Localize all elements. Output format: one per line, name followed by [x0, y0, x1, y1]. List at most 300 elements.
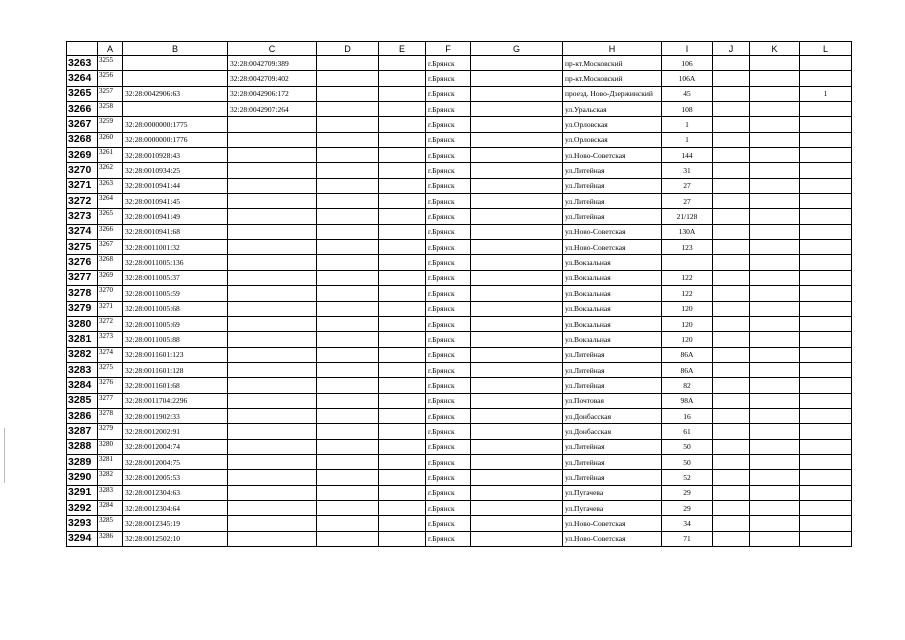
cell-e[interactable] [379, 209, 426, 224]
cell-j[interactable] [713, 454, 750, 469]
cell-c[interactable] [228, 270, 317, 285]
cell-f[interactable]: г.Брянск [426, 178, 471, 193]
cell-i[interactable]: 71 [662, 531, 713, 546]
cell-c[interactable] [228, 224, 317, 239]
cell-c[interactable] [228, 500, 317, 515]
cell-d[interactable] [317, 132, 379, 147]
cell-e[interactable] [379, 470, 426, 485]
row-number[interactable]: 3288 [67, 439, 98, 454]
row-number[interactable]: 3287 [67, 424, 98, 439]
cell-j[interactable] [713, 301, 750, 316]
cell-h[interactable]: ул.Пугачева [563, 485, 662, 500]
cell-e[interactable] [379, 163, 426, 178]
cell-k[interactable] [750, 209, 800, 224]
cell-a[interactable]: 3281 [98, 454, 123, 469]
cell-j[interactable] [713, 286, 750, 301]
cell-c[interactable] [228, 393, 317, 408]
cell-h[interactable]: ул.Орловская [563, 132, 662, 147]
cell-f[interactable]: г.Брянск [426, 500, 471, 515]
cell-f[interactable]: г.Брянск [426, 531, 471, 546]
cell-g[interactable] [471, 378, 563, 393]
cell-d[interactable] [317, 224, 379, 239]
cell-f[interactable]: г.Брянск [426, 301, 471, 316]
cell-b[interactable]: 32:28:0012005:53 [123, 470, 228, 485]
cell-a[interactable]: 3274 [98, 347, 123, 362]
cell-e[interactable] [379, 424, 426, 439]
cell-b[interactable]: 32:28:0012002:91 [123, 424, 228, 439]
cell-d[interactable] [317, 270, 379, 285]
cell-a[interactable]: 3258 [98, 102, 123, 117]
cell-k[interactable] [750, 470, 800, 485]
row-number[interactable]: 3282 [67, 347, 98, 362]
cell-a[interactable]: 3267 [98, 240, 123, 255]
cell-j[interactable] [713, 255, 750, 270]
row-number[interactable]: 3290 [67, 470, 98, 485]
row-number[interactable]: 3277 [67, 270, 98, 285]
cell-k[interactable] [750, 424, 800, 439]
cell-a[interactable]: 3286 [98, 531, 123, 546]
row-number[interactable]: 3272 [67, 194, 98, 209]
cell-c[interactable]: 32:28:0042906:172 [228, 86, 317, 101]
cell-e[interactable] [379, 286, 426, 301]
cell-j[interactable] [713, 163, 750, 178]
cell-j[interactable] [713, 316, 750, 331]
cell-c[interactable] [228, 209, 317, 224]
cell-f[interactable]: г.Брянск [426, 117, 471, 132]
cell-c[interactable] [228, 408, 317, 423]
cell-d[interactable] [317, 516, 379, 531]
cell-b[interactable]: 32:28:0012304:64 [123, 500, 228, 515]
cell-h[interactable]: ул.Ново-Советская [563, 516, 662, 531]
cell-h[interactable]: ул.Почтовая [563, 393, 662, 408]
cell-j[interactable] [713, 516, 750, 531]
cell-l[interactable] [800, 71, 852, 86]
cell-a[interactable]: 3285 [98, 516, 123, 531]
cell-g[interactable] [471, 470, 563, 485]
cell-k[interactable] [750, 454, 800, 469]
cell-e[interactable] [379, 378, 426, 393]
cell-a[interactable]: 3282 [98, 470, 123, 485]
cell-l[interactable] [800, 286, 852, 301]
cell-k[interactable] [750, 224, 800, 239]
cell-i[interactable]: 45 [662, 86, 713, 101]
cell-k[interactable] [750, 194, 800, 209]
cell-l[interactable] [800, 224, 852, 239]
cell-f[interactable]: г.Брянск [426, 194, 471, 209]
cell-b[interactable]: 32:28:0012502:10 [123, 531, 228, 546]
cell-i[interactable]: 86А [662, 362, 713, 377]
cell-f[interactable]: г.Брянск [426, 516, 471, 531]
cell-l[interactable] [800, 301, 852, 316]
cell-l[interactable] [800, 240, 852, 255]
cell-e[interactable] [379, 117, 426, 132]
cell-e[interactable] [379, 301, 426, 316]
cell-g[interactable] [471, 531, 563, 546]
cell-i[interactable]: 1 [662, 117, 713, 132]
cell-f[interactable]: г.Брянск [426, 102, 471, 117]
cell-i[interactable]: 16 [662, 408, 713, 423]
cell-e[interactable] [379, 439, 426, 454]
cell-l[interactable] [800, 516, 852, 531]
cell-l[interactable] [800, 408, 852, 423]
cell-f[interactable]: г.Брянск [426, 470, 471, 485]
cell-i[interactable]: 106 [662, 56, 713, 71]
cell-k[interactable] [750, 270, 800, 285]
cell-i[interactable]: 29 [662, 500, 713, 515]
cell-a[interactable]: 3255 [98, 56, 123, 71]
cell-e[interactable] [379, 71, 426, 86]
cell-f[interactable]: г.Брянск [426, 71, 471, 86]
cell-d[interactable] [317, 71, 379, 86]
cell-i[interactable]: 130А [662, 224, 713, 239]
cell-f[interactable]: г.Брянск [426, 393, 471, 408]
cell-d[interactable] [317, 470, 379, 485]
cell-d[interactable] [317, 500, 379, 515]
cell-a[interactable]: 3265 [98, 209, 123, 224]
cell-g[interactable] [471, 454, 563, 469]
row-number[interactable]: 3276 [67, 255, 98, 270]
cell-h[interactable]: ул.Литейная [563, 378, 662, 393]
row-number[interactable]: 3275 [67, 240, 98, 255]
cell-g[interactable] [471, 286, 563, 301]
column-header-i[interactable]: I [662, 42, 713, 56]
cell-b[interactable] [123, 102, 228, 117]
cell-g[interactable] [471, 439, 563, 454]
row-number[interactable]: 3291 [67, 485, 98, 500]
cell-e[interactable] [379, 347, 426, 362]
cell-j[interactable] [713, 86, 750, 101]
cell-l[interactable] [800, 332, 852, 347]
cell-d[interactable] [317, 102, 379, 117]
cell-g[interactable] [471, 301, 563, 316]
cell-l[interactable] [800, 470, 852, 485]
cell-h[interactable]: ул.Литейная [563, 454, 662, 469]
cell-a[interactable]: 3268 [98, 255, 123, 270]
cell-j[interactable] [713, 209, 750, 224]
cell-i[interactable]: 21/128 [662, 209, 713, 224]
cell-f[interactable]: г.Брянск [426, 163, 471, 178]
cell-l[interactable] [800, 102, 852, 117]
cell-d[interactable] [317, 56, 379, 71]
cell-i[interactable]: 82 [662, 378, 713, 393]
cell-j[interactable] [713, 240, 750, 255]
cell-g[interactable] [471, 132, 563, 147]
cell-j[interactable] [713, 194, 750, 209]
cell-c[interactable] [228, 148, 317, 163]
cell-b[interactable]: 32:28:0042906:63 [123, 86, 228, 101]
cell-i[interactable] [662, 255, 713, 270]
cell-b[interactable]: 32:28:0010941:44 [123, 178, 228, 193]
cell-a[interactable]: 3256 [98, 71, 123, 86]
cell-b[interactable]: 32:28:0011704:2296 [123, 393, 228, 408]
cell-e[interactable] [379, 132, 426, 147]
cell-k[interactable] [750, 516, 800, 531]
cell-b[interactable]: 32:28:0011001:32 [123, 240, 228, 255]
row-number[interactable]: 3280 [67, 316, 98, 331]
cell-d[interactable] [317, 378, 379, 393]
row-number[interactable]: 3286 [67, 408, 98, 423]
cell-f[interactable]: г.Брянск [426, 439, 471, 454]
cell-j[interactable] [713, 224, 750, 239]
cell-l[interactable] [800, 209, 852, 224]
cell-a[interactable]: 3260 [98, 132, 123, 147]
row-number[interactable]: 3266 [67, 102, 98, 117]
cell-l[interactable] [800, 362, 852, 377]
cell-j[interactable] [713, 500, 750, 515]
cell-l[interactable] [800, 56, 852, 71]
cell-i[interactable]: 106А [662, 71, 713, 86]
cell-a[interactable]: 3279 [98, 424, 123, 439]
cell-f[interactable]: г.Брянск [426, 316, 471, 331]
cell-b[interactable]: 32:28:0011005:59 [123, 286, 228, 301]
cell-i[interactable]: 61 [662, 424, 713, 439]
cell-j[interactable] [713, 102, 750, 117]
cell-l[interactable] [800, 163, 852, 178]
cell-l[interactable]: 1 [800, 86, 852, 101]
cell-g[interactable] [471, 102, 563, 117]
cell-e[interactable] [379, 56, 426, 71]
cell-d[interactable] [317, 393, 379, 408]
cell-f[interactable]: г.Брянск [426, 255, 471, 270]
cell-d[interactable] [317, 439, 379, 454]
cell-l[interactable] [800, 393, 852, 408]
cell-e[interactable] [379, 332, 426, 347]
cell-l[interactable] [800, 485, 852, 500]
cell-i[interactable]: 98А [662, 393, 713, 408]
row-number[interactable]: 3294 [67, 531, 98, 546]
cell-h[interactable]: проезд. Ново-Дзержинский [563, 86, 662, 101]
cell-b[interactable]: 32:28:0011601:123 [123, 347, 228, 362]
cell-k[interactable] [750, 163, 800, 178]
cell-l[interactable] [800, 148, 852, 163]
cell-a[interactable]: 3269 [98, 270, 123, 285]
cell-g[interactable] [471, 194, 563, 209]
row-number[interactable]: 3274 [67, 224, 98, 239]
row-number[interactable]: 3267 [67, 117, 98, 132]
cell-i[interactable]: 29 [662, 485, 713, 500]
cell-j[interactable] [713, 485, 750, 500]
cell-g[interactable] [471, 332, 563, 347]
cell-j[interactable] [713, 439, 750, 454]
cell-l[interactable] [800, 316, 852, 331]
column-header-c[interactable]: C [228, 42, 317, 56]
cell-d[interactable] [317, 194, 379, 209]
cell-d[interactable] [317, 286, 379, 301]
cell-b[interactable]: 32:28:0011601:68 [123, 378, 228, 393]
cell-j[interactable] [713, 56, 750, 71]
cell-g[interactable] [471, 209, 563, 224]
cell-g[interactable] [471, 148, 563, 163]
cell-h[interactable]: ул.Литейная [563, 362, 662, 377]
cell-c[interactable] [228, 286, 317, 301]
cell-l[interactable] [800, 117, 852, 132]
cell-a[interactable]: 3266 [98, 224, 123, 239]
cell-k[interactable] [750, 148, 800, 163]
row-number[interactable]: 3289 [67, 454, 98, 469]
cell-g[interactable] [471, 86, 563, 101]
cell-c[interactable] [228, 470, 317, 485]
cell-i[interactable]: 31 [662, 163, 713, 178]
cell-l[interactable] [800, 255, 852, 270]
cell-k[interactable] [750, 408, 800, 423]
cell-a[interactable]: 3275 [98, 362, 123, 377]
cell-g[interactable] [471, 163, 563, 178]
column-header-h[interactable]: H [563, 42, 662, 56]
row-number[interactable]: 3263 [67, 56, 98, 71]
cell-i[interactable]: 122 [662, 270, 713, 285]
cell-d[interactable] [317, 148, 379, 163]
cell-b[interactable] [123, 56, 228, 71]
cell-b[interactable]: 32:28:0010941:45 [123, 194, 228, 209]
cell-h[interactable]: ул.Вокзальная [563, 301, 662, 316]
cell-i[interactable]: 52 [662, 470, 713, 485]
cell-d[interactable] [317, 178, 379, 193]
cell-d[interactable] [317, 485, 379, 500]
cell-c[interactable] [228, 332, 317, 347]
cell-j[interactable] [713, 393, 750, 408]
cell-h[interactable]: пр-кт.Московский [563, 56, 662, 71]
cell-b[interactable]: 32:28:0012304:63 [123, 485, 228, 500]
cell-k[interactable] [750, 301, 800, 316]
cell-i[interactable]: 27 [662, 178, 713, 193]
cell-g[interactable] [471, 240, 563, 255]
cell-l[interactable] [800, 178, 852, 193]
cell-c[interactable]: 32:28:0042907:264 [228, 102, 317, 117]
cell-c[interactable] [228, 316, 317, 331]
cell-g[interactable] [471, 316, 563, 331]
cell-e[interactable] [379, 408, 426, 423]
cell-g[interactable] [471, 347, 563, 362]
cell-h[interactable]: ул.Литейная [563, 178, 662, 193]
cell-e[interactable] [379, 194, 426, 209]
cell-g[interactable] [471, 393, 563, 408]
cell-i[interactable]: 122 [662, 286, 713, 301]
cell-c[interactable] [228, 485, 317, 500]
cell-d[interactable] [317, 163, 379, 178]
cell-c[interactable] [228, 439, 317, 454]
cell-f[interactable]: г.Брянск [426, 362, 471, 377]
cell-j[interactable] [713, 132, 750, 147]
cell-c[interactable] [228, 194, 317, 209]
cell-j[interactable] [713, 378, 750, 393]
cell-d[interactable] [317, 408, 379, 423]
cell-f[interactable]: г.Брянск [426, 56, 471, 71]
cell-i[interactable]: 120 [662, 316, 713, 331]
cell-e[interactable] [379, 148, 426, 163]
cell-h[interactable]: ул.Ново-Советская [563, 148, 662, 163]
cell-f[interactable]: г.Брянск [426, 224, 471, 239]
cell-e[interactable] [379, 178, 426, 193]
cell-f[interactable]: г.Брянск [426, 347, 471, 362]
corner-cell[interactable] [67, 42, 98, 56]
column-header-b[interactable]: B [123, 42, 228, 56]
cell-a[interactable]: 3272 [98, 316, 123, 331]
cell-b[interactable]: 32:28:0011902:33 [123, 408, 228, 423]
cell-e[interactable] [379, 316, 426, 331]
cell-k[interactable] [750, 255, 800, 270]
cell-h[interactable]: ул.Литейная [563, 209, 662, 224]
cell-b[interactable]: 32:28:0000000:1776 [123, 132, 228, 147]
cell-h[interactable]: ул.Вокзальная [563, 332, 662, 347]
cell-d[interactable] [317, 531, 379, 546]
column-header-k[interactable]: K [750, 42, 800, 56]
cell-h[interactable]: ул.Пугачева [563, 500, 662, 515]
cell-c[interactable]: 32:28:0042709:389 [228, 56, 317, 71]
cell-j[interactable] [713, 178, 750, 193]
cell-l[interactable] [800, 132, 852, 147]
cell-j[interactable] [713, 117, 750, 132]
cell-i[interactable]: 34 [662, 516, 713, 531]
cell-c[interactable] [228, 132, 317, 147]
row-number[interactable]: 3281 [67, 332, 98, 347]
cell-k[interactable] [750, 500, 800, 515]
row-number[interactable]: 3264 [67, 71, 98, 86]
cell-k[interactable] [750, 378, 800, 393]
cell-d[interactable] [317, 424, 379, 439]
cell-g[interactable] [471, 424, 563, 439]
cell-k[interactable] [750, 362, 800, 377]
cell-l[interactable] [800, 194, 852, 209]
cell-b[interactable]: 32:28:0010941:49 [123, 209, 228, 224]
cell-k[interactable] [750, 316, 800, 331]
cell-e[interactable] [379, 102, 426, 117]
cell-k[interactable] [750, 102, 800, 117]
column-header-j[interactable]: J [713, 42, 750, 56]
cell-k[interactable] [750, 71, 800, 86]
column-header-f[interactable]: F [426, 42, 471, 56]
cell-g[interactable] [471, 71, 563, 86]
cell-b[interactable]: 32:28:0011601:128 [123, 362, 228, 377]
cell-g[interactable] [471, 117, 563, 132]
cell-d[interactable] [317, 209, 379, 224]
cell-a[interactable]: 3276 [98, 378, 123, 393]
cell-c[interactable] [228, 347, 317, 362]
cell-g[interactable] [471, 485, 563, 500]
cell-h[interactable]: ул.Литейная [563, 347, 662, 362]
cell-j[interactable] [713, 424, 750, 439]
cell-d[interactable] [317, 86, 379, 101]
cell-k[interactable] [750, 117, 800, 132]
cell-f[interactable]: г.Брянск [426, 209, 471, 224]
cell-c[interactable] [228, 178, 317, 193]
cell-d[interactable] [317, 362, 379, 377]
cell-k[interactable] [750, 332, 800, 347]
cell-g[interactable] [471, 516, 563, 531]
cell-f[interactable]: г.Брянск [426, 270, 471, 285]
cell-j[interactable] [713, 270, 750, 285]
cell-g[interactable] [471, 178, 563, 193]
cell-k[interactable] [750, 439, 800, 454]
cell-d[interactable] [317, 117, 379, 132]
row-number[interactable]: 3265 [67, 86, 98, 101]
cell-e[interactable] [379, 224, 426, 239]
cell-h[interactable]: пр-кт.Московский [563, 71, 662, 86]
row-number[interactable]: 3283 [67, 362, 98, 377]
cell-e[interactable] [379, 362, 426, 377]
cell-e[interactable] [379, 516, 426, 531]
cell-k[interactable] [750, 132, 800, 147]
cell-k[interactable] [750, 347, 800, 362]
cell-f[interactable]: г.Брянск [426, 286, 471, 301]
cell-h[interactable]: ул.Орловская [563, 117, 662, 132]
cell-e[interactable] [379, 485, 426, 500]
cell-a[interactable]: 3263 [98, 178, 123, 193]
cell-i[interactable]: 86А [662, 347, 713, 362]
cell-d[interactable] [317, 240, 379, 255]
column-header-e[interactable]: E [379, 42, 426, 56]
cell-a[interactable]: 3277 [98, 393, 123, 408]
cell-b[interactable]: 32:28:0011005:136 [123, 255, 228, 270]
